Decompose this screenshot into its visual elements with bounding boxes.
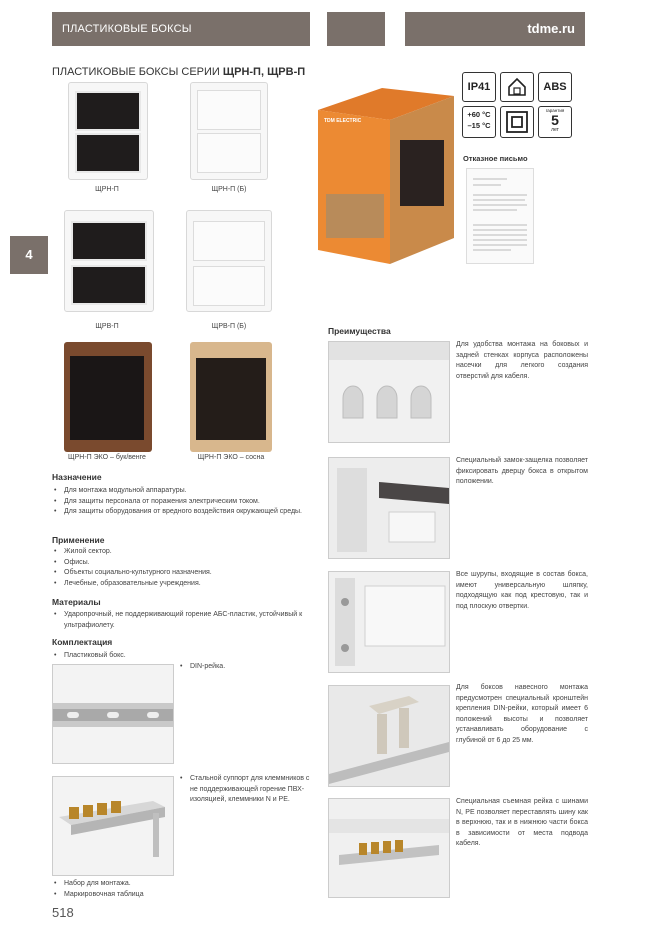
temperature-badge: +60 °С –15 °С [462,106,496,138]
list-item: • Объекты социально-культурного назначения. [52,568,312,579]
terminal-support-image [52,776,174,876]
header-site-bar [405,12,585,46]
list-item: • Лечебные, образовательные учреждения. [52,579,312,590]
list-item: • Набор для монтажа. [52,879,252,890]
advantage-image-screws [328,571,450,673]
product-image-shrv-p [64,210,154,312]
double-insulation-icon [501,107,533,137]
product-image-shrn-p-b [190,82,268,180]
advantage-text: Специальная съемная рейка с шинами N, PE позволяет переставлять шину как в верхнюю, так и в нижнюю части бокса в зависимости от места подвода кабеля. [456,798,588,847]
abs-badge: ABS [538,72,572,102]
house-badge [500,72,534,102]
advantage-text: Все шурупы, входящие в состав бокса, имеют универсальную шляпку, подходящую как под крестовую, так и под плоскую отвертки. [456,571,588,610]
header-section-title: ПЛАСТИКОВЫЕ БОКСЫ [62,23,192,35]
advantages-heading: Преимущества [328,326,391,336]
kit-list-din [178,662,308,673]
materials-heading: Материалы [52,597,101,607]
product-caption: ЩРН-П ЭКО – бук/венге [68,454,146,461]
header-section-bar [52,12,310,46]
product-image-shrn-p-eco-beech [64,342,152,452]
kit-list-top [52,651,182,662]
page-number: 518 [52,905,74,920]
header-spacer-bar [327,12,385,46]
kit-list-bottom [52,879,252,900]
list-item: • Ударопрочный, не поддерживающий горение АБС-пластик, устойчивый к ультрафиолету. [52,610,312,631]
list-item: • Жилой сектор. [52,547,312,558]
list-item: • Для монтажа модульной аппаратуры. [52,486,312,497]
product-image-shrv-p-b [186,210,272,312]
product-caption: ЩРВ-П (Б) [211,323,247,330]
materials-list [52,610,312,631]
packaging-image [318,74,454,264]
purpose-list [52,486,312,518]
advantage-image-bus-rail [328,798,450,898]
ip41-badge: IP41 [462,72,496,102]
series-title: ПЛАСТИКОВЫЕ БОКСЫ СЕРИИ ЩРН-П, ЩРВ-П [52,66,306,78]
warranty-badge: гарантия 5 лет [538,106,572,138]
advantage-text: Для удобства монтажа на боковых и задней стенках корпуса расположены насечки для легкого создания отверстий для кабеля. [456,341,588,380]
site-link[interactable]: tdme.ru [527,21,575,36]
product-image-shrn-p-eco-pine [190,342,272,452]
advantage-image-latch [328,457,450,559]
house-icon [501,73,533,101]
advantage-image-din-bracket [328,685,450,787]
product-caption: ЩРВ-П [95,323,119,330]
list-item: • Для защиты оборудования от вредного воздействия окружающей среды. [52,507,312,518]
insulation-badge [500,106,534,138]
list-item: • Маркировочная таблица [52,890,252,901]
purpose-heading: Назначение [52,472,102,482]
kit-heading: Комплектация [52,637,113,647]
product-caption: ЩРН-П (Б) [211,186,247,193]
list-item: • Пластиковый бокс. [52,651,182,662]
kit-list-support [178,774,314,806]
list-item: • DIN-рейка. [178,662,308,673]
advantage-text: Специальный замок-защелка позволяет фиксировать дверцу бокса в открытом положении. [456,457,588,485]
din-rail-image [52,664,174,764]
refusal-letter-image [466,168,534,264]
application-heading: Применение [52,535,105,545]
application-list [52,547,312,589]
list-item: • Стальной суппорт для клеммников с не поддерживающей горение ПВХ-изоляцией, клеммники N и PE. [178,774,314,806]
chapter-tab: 4 [10,236,48,274]
product-caption: ЩРН-П [95,186,119,193]
advantage-text: Для боксов навесного монтажа предусмотрен специальный кронштейн крепления DIN-рейки, который имеет 6 положений высоты и позволяет устанавливать оборудование с глубиной от 6 до 25 мм. [456,684,588,744]
advantage-image-knockouts [328,341,450,443]
list-item: • Для защиты персонала от поражения электрическим током. [52,497,312,508]
product-image-shrn-p [68,82,148,180]
refusal-letter-title: Отказное письмо [463,154,528,163]
list-item: • Офисы. [52,558,312,569]
product-caption: ЩРН-П ЭКО – сосна [197,454,265,461]
packaging-brand: TDM ELECTRIC [324,118,362,124]
